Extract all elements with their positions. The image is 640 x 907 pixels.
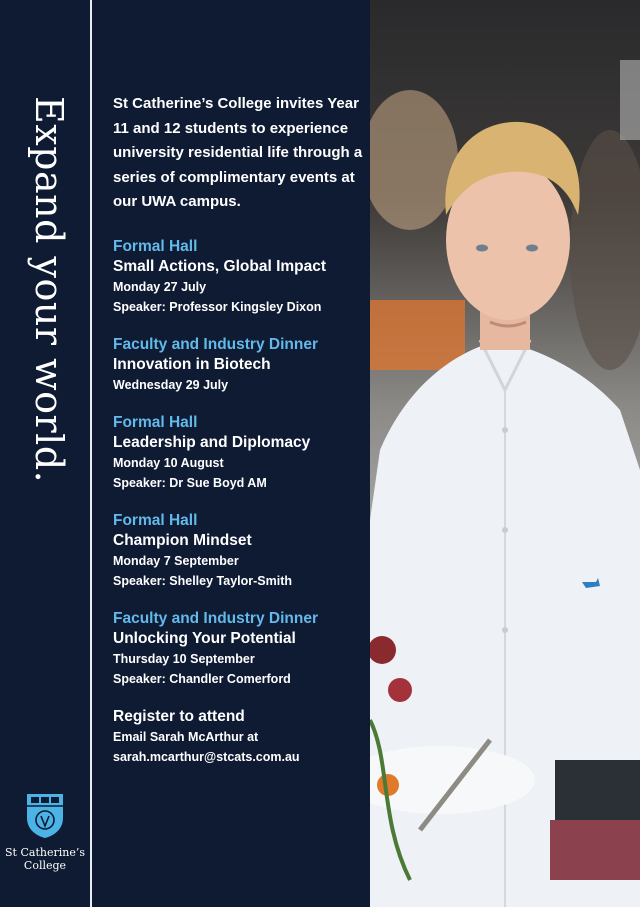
event-item bbox=[113, 335, 363, 395]
vertical-divider bbox=[90, 0, 92, 907]
event-type: Faculty and Industry Dinner bbox=[113, 609, 318, 627]
event-title: Small Actions, Global Impact bbox=[113, 257, 327, 275]
event-speaker: Speaker: Chandler Comerford bbox=[113, 671, 291, 686]
college-crest-icon bbox=[25, 792, 65, 840]
event-type: Faculty and Industry Dinner bbox=[113, 335, 318, 353]
left-band bbox=[0, 0, 90, 907]
event-title: Champion Mindset bbox=[113, 531, 252, 549]
college-name-line1: St Catherine’s bbox=[5, 846, 85, 859]
register-instruction: Email Sarah McArthur at bbox=[113, 729, 259, 744]
register-email: sarah.mcarthur@stcats.com.au bbox=[113, 749, 300, 764]
register-heading: Register to attend bbox=[113, 707, 245, 725]
event-item bbox=[113, 413, 363, 493]
event-title: Unlocking Your Potential bbox=[113, 629, 296, 647]
event-item bbox=[113, 609, 363, 689]
intro-paragraph: St Catherine’s College invites Year 11 and 12 students to experience university residential life through a series of complimentary events at our UWA campus. bbox=[113, 95, 363, 211]
student-photo bbox=[370, 0, 640, 907]
event-item bbox=[113, 511, 363, 591]
event-date: Wednesday 29 July bbox=[113, 377, 229, 392]
event-date: Thursday 10 September bbox=[113, 651, 255, 666]
event-date: Monday 10 August bbox=[113, 455, 224, 470]
content-column bbox=[113, 92, 363, 767]
college-name bbox=[0, 846, 90, 872]
event-title: Leadership and Diplomacy bbox=[113, 433, 311, 451]
register-block bbox=[113, 707, 363, 767]
event-date: Monday 27 July bbox=[113, 279, 207, 294]
event-speaker: Speaker: Dr Sue Boyd AM bbox=[113, 475, 267, 490]
college-logo bbox=[0, 792, 90, 872]
event-speaker: Speaker: Shelley Taylor-Smith bbox=[113, 573, 292, 588]
event-date: Monday 7 September bbox=[113, 553, 239, 568]
event-item bbox=[113, 237, 363, 317]
event-type: Formal Hall bbox=[113, 511, 198, 529]
event-type: Formal Hall bbox=[113, 237, 198, 255]
event-title: Innovation in Biotech bbox=[113, 355, 271, 373]
event-speaker: Speaker: Professor Kingsley Dixon bbox=[113, 299, 322, 314]
student-photo-illustration bbox=[370, 0, 640, 907]
college-name-line2: College bbox=[23, 859, 67, 872]
event-type: Formal Hall bbox=[113, 413, 198, 431]
headline: Expand your world. bbox=[27, 96, 71, 484]
